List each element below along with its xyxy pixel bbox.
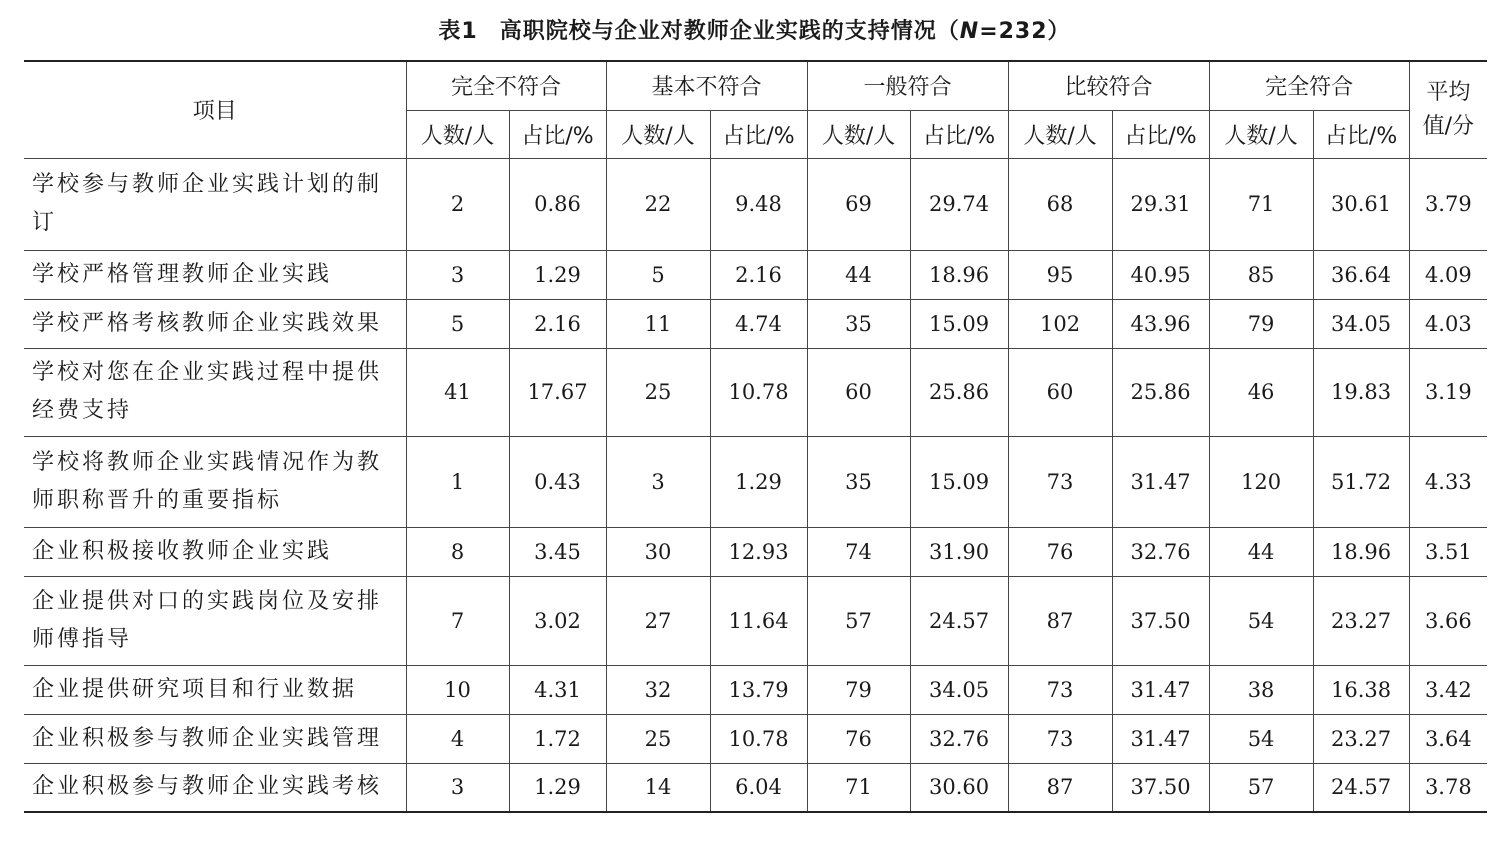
table-row <box>24 436 1487 527</box>
mean-cell: 4.09 <box>1409 250 1487 299</box>
count-cell: 3 <box>606 436 710 527</box>
count-cell: 44 <box>1209 527 1313 576</box>
row-item-label: 学校严格管理教师企业实践 <box>24 250 406 299</box>
count-cell: 8 <box>406 527 509 576</box>
count-cell: 74 <box>807 527 910 576</box>
percent-cell: 1.72 <box>509 714 606 763</box>
count-cell: 71 <box>1209 158 1313 250</box>
table-row <box>24 158 1487 250</box>
header-item: 项目 <box>24 61 406 158</box>
count-cell: 68 <box>1008 158 1112 250</box>
percent-cell: 30.60 <box>910 763 1008 812</box>
header-percent: 占比/% <box>1313 110 1409 158</box>
percent-cell: 13.79 <box>710 665 807 714</box>
mean-cell: 4.33 <box>1409 436 1487 527</box>
count-cell: 7 <box>406 576 509 665</box>
count-cell: 73 <box>1008 714 1112 763</box>
percent-cell: 1.29 <box>509 250 606 299</box>
percent-cell: 40.95 <box>1112 250 1209 299</box>
table-number: 表1 <box>438 19 478 44</box>
percent-cell: 37.50 <box>1112 576 1209 665</box>
percent-cell: 10.78 <box>710 714 807 763</box>
count-cell: 38 <box>1209 665 1313 714</box>
header-mean-line2: 值/分 <box>1422 113 1475 139</box>
percent-cell: 36.64 <box>1313 250 1409 299</box>
mean-cell: 3.78 <box>1409 763 1487 812</box>
count-cell: 3 <box>406 763 509 812</box>
header-group-4: 比较符合 <box>1008 61 1209 110</box>
row-item-label: 学校严格考核教师企业实践效果 <box>24 299 406 348</box>
header-count: 人数/人 <box>1209 110 1313 158</box>
count-cell: 76 <box>807 714 910 763</box>
percent-cell: 32.76 <box>1112 527 1209 576</box>
header-group-1: 完全不符合 <box>406 61 606 110</box>
mean-cell: 3.66 <box>1409 576 1487 665</box>
support-table <box>24 60 1487 813</box>
header-group-3: 一般符合 <box>807 61 1008 110</box>
row-item-label: 企业积极参与教师企业实践管理 <box>24 714 406 763</box>
count-cell: 57 <box>807 576 910 665</box>
count-cell: 95 <box>1008 250 1112 299</box>
count-cell: 32 <box>606 665 710 714</box>
count-cell: 1 <box>406 436 509 527</box>
percent-cell: 1.29 <box>710 436 807 527</box>
table-row <box>24 665 1487 714</box>
percent-cell: 6.04 <box>710 763 807 812</box>
percent-cell: 2.16 <box>710 250 807 299</box>
count-cell: 85 <box>1209 250 1313 299</box>
count-cell: 5 <box>406 299 509 348</box>
mean-cell: 3.51 <box>1409 527 1487 576</box>
table-row <box>24 763 1487 812</box>
count-cell: 54 <box>1209 576 1313 665</box>
percent-cell: 15.09 <box>910 436 1008 527</box>
percent-cell: 43.96 <box>1112 299 1209 348</box>
percent-cell: 0.86 <box>509 158 606 250</box>
percent-cell: 4.31 <box>509 665 606 714</box>
sample-close: ） <box>1047 19 1071 44</box>
percent-cell: 32.76 <box>910 714 1008 763</box>
header-group-5: 完全符合 <box>1209 61 1409 110</box>
count-cell: 79 <box>807 665 910 714</box>
count-cell: 102 <box>1008 299 1112 348</box>
percent-cell: 3.02 <box>509 576 606 665</box>
table-row <box>24 250 1487 299</box>
row-item-label: 学校将教师企业实践情况作为教师职称晋升的重要指标 <box>24 436 406 527</box>
count-cell: 79 <box>1209 299 1313 348</box>
percent-cell: 9.48 <box>710 158 807 250</box>
count-cell: 60 <box>807 348 910 436</box>
count-cell: 120 <box>1209 436 1313 527</box>
percent-cell: 18.96 <box>910 250 1008 299</box>
percent-cell: 30.61 <box>1313 158 1409 250</box>
mean-cell: 4.03 <box>1409 299 1487 348</box>
table-row <box>24 576 1487 665</box>
count-cell: 71 <box>807 763 910 812</box>
percent-cell: 16.38 <box>1313 665 1409 714</box>
header-count: 人数/人 <box>406 110 509 158</box>
sample-open: （ <box>936 19 960 44</box>
header-count: 人数/人 <box>1008 110 1112 158</box>
row-item-label: 学校参与教师企业实践计划的制订 <box>24 158 406 250</box>
header-percent: 占比/% <box>509 110 606 158</box>
table-title: 高职院校与企业对教师企业实践的支持情况 <box>499 19 937 44</box>
count-cell: 76 <box>1008 527 1112 576</box>
header-mean-line1: 平均 <box>1426 79 1471 105</box>
row-item-label: 企业提供研究项目和行业数据 <box>24 665 406 714</box>
count-cell: 41 <box>406 348 509 436</box>
header-row-groups <box>24 61 1487 110</box>
mean-cell: 3.19 <box>1409 348 1487 436</box>
mean-cell: 3.42 <box>1409 665 1487 714</box>
percent-cell: 29.74 <box>910 158 1008 250</box>
count-cell: 57 <box>1209 763 1313 812</box>
table-row <box>24 714 1487 763</box>
row-item-label: 企业积极参与教师企业实践考核 <box>24 763 406 812</box>
count-cell: 10 <box>406 665 509 714</box>
percent-cell: 29.31 <box>1112 158 1209 250</box>
percent-cell: 17.67 <box>509 348 606 436</box>
count-cell: 30 <box>606 527 710 576</box>
percent-cell: 0.43 <box>509 436 606 527</box>
count-cell: 69 <box>807 158 910 250</box>
percent-cell: 31.90 <box>910 527 1008 576</box>
header-group-2: 基本不符合 <box>606 61 807 110</box>
percent-cell: 34.05 <box>1313 299 1409 348</box>
count-cell: 25 <box>606 348 710 436</box>
count-cell: 4 <box>406 714 509 763</box>
percent-cell: 23.27 <box>1313 576 1409 665</box>
count-cell: 54 <box>1209 714 1313 763</box>
percent-cell: 24.57 <box>910 576 1008 665</box>
percent-cell: 10.78 <box>710 348 807 436</box>
percent-cell: 25.86 <box>910 348 1008 436</box>
percent-cell: 19.83 <box>1313 348 1409 436</box>
percent-cell: 25.86 <box>1112 348 1209 436</box>
sample-size: =232 <box>979 19 1048 44</box>
percent-cell: 24.57 <box>1313 763 1409 812</box>
header-count: 人数/人 <box>807 110 910 158</box>
count-cell: 11 <box>606 299 710 348</box>
header-mean <box>1409 61 1487 158</box>
count-cell: 22 <box>606 158 710 250</box>
mean-cell: 3.79 <box>1409 158 1487 250</box>
header-percent: 占比/% <box>1112 110 1209 158</box>
table-caption <box>0 14 1509 45</box>
percent-cell: 1.29 <box>509 763 606 812</box>
percent-cell: 23.27 <box>1313 714 1409 763</box>
percent-cell: 51.72 <box>1313 436 1409 527</box>
header-percent: 占比/% <box>710 110 807 158</box>
header-percent: 占比/% <box>910 110 1008 158</box>
percent-cell: 15.09 <box>910 299 1008 348</box>
table-row <box>24 348 1487 436</box>
row-item-label: 企业积极接收教师企业实践 <box>24 527 406 576</box>
percent-cell: 3.45 <box>509 527 606 576</box>
table-row <box>24 527 1487 576</box>
table-body <box>24 158 1487 812</box>
header-count: 人数/人 <box>606 110 710 158</box>
count-cell: 73 <box>1008 436 1112 527</box>
mean-cell: 3.64 <box>1409 714 1487 763</box>
percent-cell: 18.96 <box>1313 527 1409 576</box>
percent-cell: 2.16 <box>509 299 606 348</box>
percent-cell: 34.05 <box>910 665 1008 714</box>
count-cell: 73 <box>1008 665 1112 714</box>
percent-cell: 12.93 <box>710 527 807 576</box>
count-cell: 14 <box>606 763 710 812</box>
percent-cell: 31.47 <box>1112 436 1209 527</box>
count-cell: 2 <box>406 158 509 250</box>
sample-variable: N <box>959 19 980 44</box>
count-cell: 27 <box>606 576 710 665</box>
count-cell: 3 <box>406 250 509 299</box>
row-item-label: 企业提供对口的实践岗位及安排师傅指导 <box>24 576 406 665</box>
table-row <box>24 299 1487 348</box>
percent-cell: 31.47 <box>1112 665 1209 714</box>
count-cell: 44 <box>807 250 910 299</box>
count-cell: 25 <box>606 714 710 763</box>
count-cell: 35 <box>807 436 910 527</box>
percent-cell: 11.64 <box>710 576 807 665</box>
percent-cell: 4.74 <box>710 299 807 348</box>
count-cell: 87 <box>1008 576 1112 665</box>
percent-cell: 37.50 <box>1112 763 1209 812</box>
row-item-label: 学校对您在企业实践过程中提供经费支持 <box>24 348 406 436</box>
count-cell: 5 <box>606 250 710 299</box>
count-cell: 60 <box>1008 348 1112 436</box>
percent-cell: 31.47 <box>1112 714 1209 763</box>
count-cell: 87 <box>1008 763 1112 812</box>
count-cell: 35 <box>807 299 910 348</box>
count-cell: 46 <box>1209 348 1313 436</box>
